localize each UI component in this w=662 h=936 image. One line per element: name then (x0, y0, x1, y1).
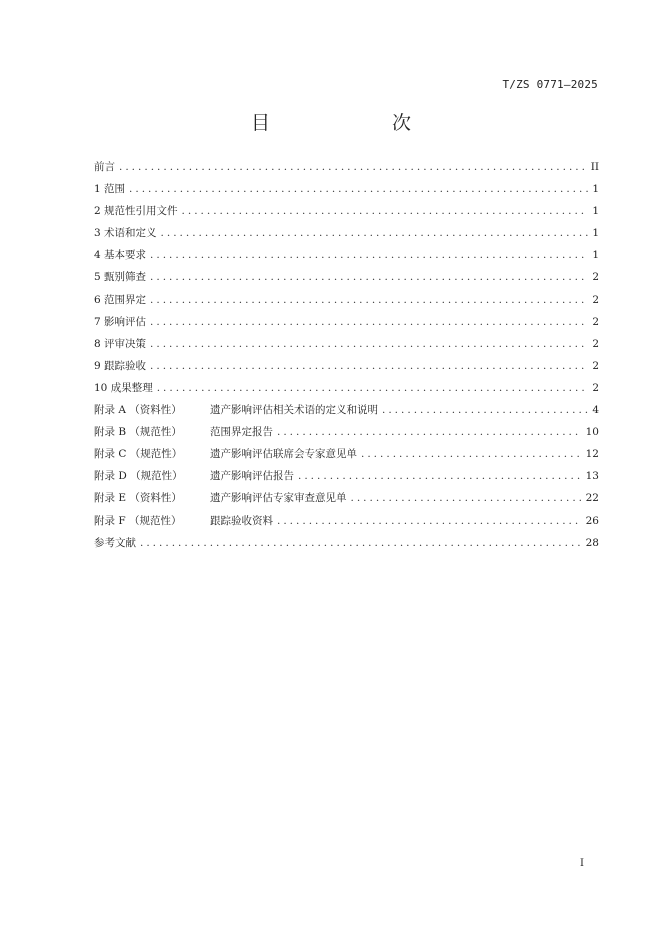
toc-entry-page: 2 (592, 359, 599, 372)
toc-entry[interactable] (94, 178, 599, 200)
toc-entry-label: 遗产影响评估联席会专家意见单 (210, 448, 357, 461)
toc-entry-page: 22 (585, 492, 599, 505)
toc-entry[interactable] (94, 222, 599, 244)
toc-leader-dots (351, 487, 582, 509)
toc-leader-dots (140, 532, 582, 554)
toc-leader-dots (150, 266, 588, 288)
toc-entry[interactable] (94, 421, 599, 443)
toc-entry-label: 范围 (104, 183, 126, 196)
toc-entry-label: 跟踪验收 (104, 359, 147, 372)
toc-leader-dots (150, 333, 588, 355)
toc-entry-number: 3 (94, 227, 105, 240)
toc-entry-label: 遗产影响评估相关术语的定义和说明 (210, 404, 378, 417)
toc-entry-number: 1 (94, 183, 105, 196)
toc-leader-dots (161, 222, 589, 244)
toc-entry-number: 8 (94, 337, 105, 350)
toc-appendix-tag: 附录 C （规范性） (94, 448, 183, 461)
toc-entry-label: 成果整理 (110, 381, 153, 394)
toc-appendix-tag: 附录 A （资料性） (94, 404, 182, 417)
toc-appendix-tag: 附录 D （规范性） (94, 470, 183, 483)
page-number: I (580, 858, 584, 869)
toc-leader-dots (150, 244, 588, 266)
toc-entry[interactable] (94, 465, 599, 487)
toc-entry[interactable] (94, 532, 599, 554)
toc-entry-page: 1 (592, 227, 599, 240)
toc-entry-page: 4 (592, 404, 599, 417)
toc-entry-label: 影响评估 (104, 315, 147, 328)
toc-appendix-tag: 附录 E （资料性） (94, 492, 182, 505)
toc-entry[interactable] (94, 377, 599, 399)
toc-entry-page: 1 (592, 205, 599, 218)
toc-leader-dots (382, 399, 588, 421)
toc-appendix-tag: 附录 F （规范性） (94, 514, 182, 527)
page-title: 目 次 (250, 112, 439, 134)
toc-entry-label: 跟踪验收资料 (210, 514, 273, 527)
toc-entry-label: 评审决策 (104, 337, 147, 350)
toc-entry-page: 13 (585, 470, 599, 483)
toc-appendix-tag: 附录 B （规范性） (94, 426, 182, 439)
toc-entry-page: 10 (585, 426, 599, 439)
toc-entry-label: 规范性引用文件 (104, 205, 178, 218)
toc-leader-dots (150, 311, 588, 333)
toc-entry[interactable] (94, 399, 599, 421)
toc-entry-page: 2 (592, 315, 599, 328)
toc-entry-label: 甄别筛查 (104, 271, 147, 284)
toc-leader-dots (157, 377, 589, 399)
toc-leader-dots (277, 510, 582, 532)
toc-entry-label: 遗产影响评估专家审查意见单 (210, 492, 347, 505)
toc-leader-dots (150, 289, 588, 311)
toc-entry-label: 基本要求 (104, 249, 147, 262)
toc-entry-label: 术语和定义 (104, 227, 157, 240)
toc-entry-page: 2 (592, 337, 599, 350)
toc-entry-number: 5 (94, 271, 105, 284)
toc-entry[interactable] (94, 244, 599, 266)
toc-entry-page: 2 (592, 381, 599, 394)
toc-leader-dots (277, 421, 582, 443)
toc-entry-page: 1 (592, 249, 599, 262)
toc-entry-page: 2 (592, 271, 599, 284)
toc-entry-label: 范围界定报告 (210, 426, 273, 439)
toc-entry[interactable] (94, 200, 599, 222)
toc-entry[interactable] (94, 487, 599, 509)
toc-entry-number: 10 (94, 381, 111, 394)
toc-entry-number: 9 (94, 359, 105, 372)
toc-entry-page: II (590, 161, 599, 173)
toc-entry[interactable] (94, 266, 599, 288)
toc-leader-dots (129, 178, 588, 200)
toc-entry-page: 1 (592, 183, 599, 196)
toc-entry[interactable] (94, 333, 599, 355)
toc-leader-dots (361, 443, 582, 465)
toc-entry[interactable] (94, 311, 599, 333)
toc-entry-number: 7 (94, 315, 105, 328)
toc-entry-label: 范围界定 (104, 293, 147, 306)
toc-leader-dots (119, 156, 587, 178)
toc-entry[interactable] (94, 443, 599, 465)
toc-entry-number: 4 (94, 249, 105, 262)
standard-code: T/ZS 0771—2025 (502, 78, 598, 91)
toc-entry-label: 参考文献 (94, 536, 136, 549)
toc-leader-dots (298, 465, 582, 487)
toc-entry-page: 12 (585, 448, 599, 461)
toc-entry-number: 6 (94, 293, 105, 306)
toc-entry[interactable] (94, 289, 599, 311)
toc-entry[interactable] (94, 156, 599, 178)
toc-entry-page: 28 (585, 536, 599, 549)
toc-entry-label: 遗产影响评估报告 (210, 470, 294, 483)
toc-leader-dots (182, 200, 589, 222)
toc-entry[interactable] (94, 510, 599, 532)
toc-entry-label: 前言 (94, 161, 115, 173)
toc-entry-page: 26 (585, 514, 599, 527)
toc-leader-dots (150, 355, 588, 377)
toc-entry-number: 2 (94, 205, 105, 218)
toc-entry-page: 2 (592, 293, 599, 306)
table-of-contents (94, 156, 599, 554)
toc-entry[interactable] (94, 355, 599, 377)
